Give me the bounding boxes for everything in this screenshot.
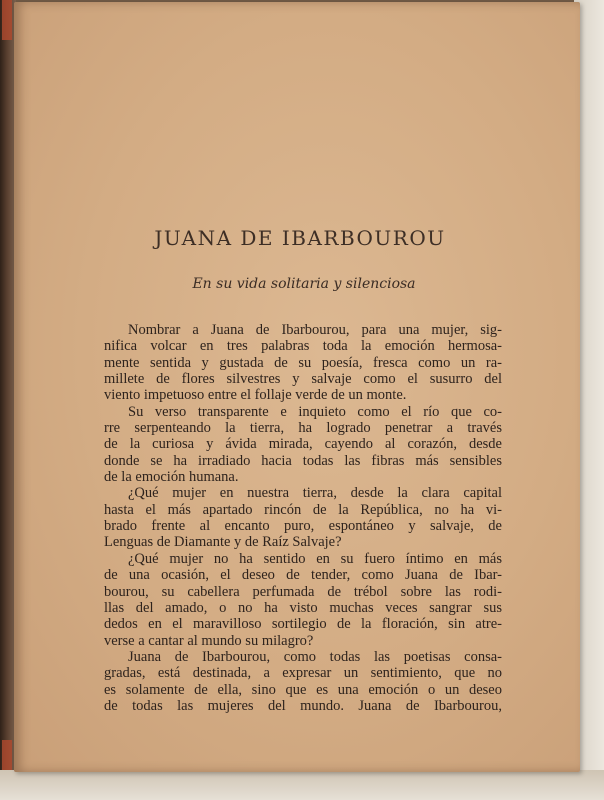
text-line: llas del amado, o no ha visto muchas veces sangrar sus bbox=[104, 599, 502, 616]
page-title: JUANA DE IBARBOUROU bbox=[154, 226, 446, 250]
text-line: Su verso transparente e inquieto como el río que co- bbox=[128, 403, 502, 420]
text-line: ¿Qué mujer no ha sentido en su fuero íntimo en más bbox=[128, 550, 502, 567]
text-line: de todas las mujeres del mundo. Juana de Ibarbourou, bbox=[104, 697, 502, 714]
text-line: de una ocasión, el deseo de tender, como Juana de Ibar- bbox=[104, 567, 502, 584]
text-line: mente sentida y gustada de su poesía, fresca como un ra- bbox=[104, 354, 502, 371]
text-line: Lenguas de Diamante y de Raíz Salvaje? bbox=[104, 534, 342, 551]
text-line: gradas, está destinada, a expresar un sentimiento, que no bbox=[104, 665, 502, 682]
text-line: dedos en el maravilloso sortilegio de la floración, sin atre- bbox=[104, 616, 502, 633]
text-line: ¿Qué mujer en nuestra tierra, desde la clara capital bbox=[128, 485, 502, 502]
spine-color-stripe bbox=[2, 0, 12, 40]
text-line: Nombrar a Juana de Ibarbourou, para una mujer, sig- bbox=[128, 322, 502, 338]
body-text bbox=[104, 322, 502, 714]
page-subtitle: En su vida solitaria y silenciosa bbox=[192, 276, 416, 292]
text-line: millete de flores silvestres y salvaje como el susurro del bbox=[104, 371, 502, 388]
text-line: hasta el más apartado rincón de la República, no ha vi- bbox=[104, 501, 502, 518]
text-line: brado frente al encanto puro, espontáneo y salvaje, de bbox=[104, 518, 502, 535]
text-line: verse a cantar al mundo su milagro? bbox=[104, 632, 314, 649]
text-line: bourou, su cabellera perfumada de trébol sobre las rodi- bbox=[104, 583, 502, 600]
text-line: nifica volcar en tres palabras toda la emoción hermosa- bbox=[104, 338, 502, 355]
text-line: donde se ha irradiado hacia todas las fibras más sensibles bbox=[104, 452, 502, 469]
text-line: rre serpenteando la tierra, ha logrado penetrar a través bbox=[104, 420, 502, 437]
text-line: viento impetuoso entre el follaje verde de un monte. bbox=[104, 387, 407, 404]
text-line: de la emoción humana. bbox=[104, 469, 239, 486]
text-line: de la curiosa y ávida mirada, cayendo al corazón, desde bbox=[104, 436, 502, 453]
background-surface bbox=[0, 770, 604, 800]
text-line: Juana de Ibarbourou, como todas las poetisas consa- bbox=[128, 648, 502, 665]
text-line: es solamente de ella, sino que es una emoción o un deseo bbox=[104, 681, 502, 698]
